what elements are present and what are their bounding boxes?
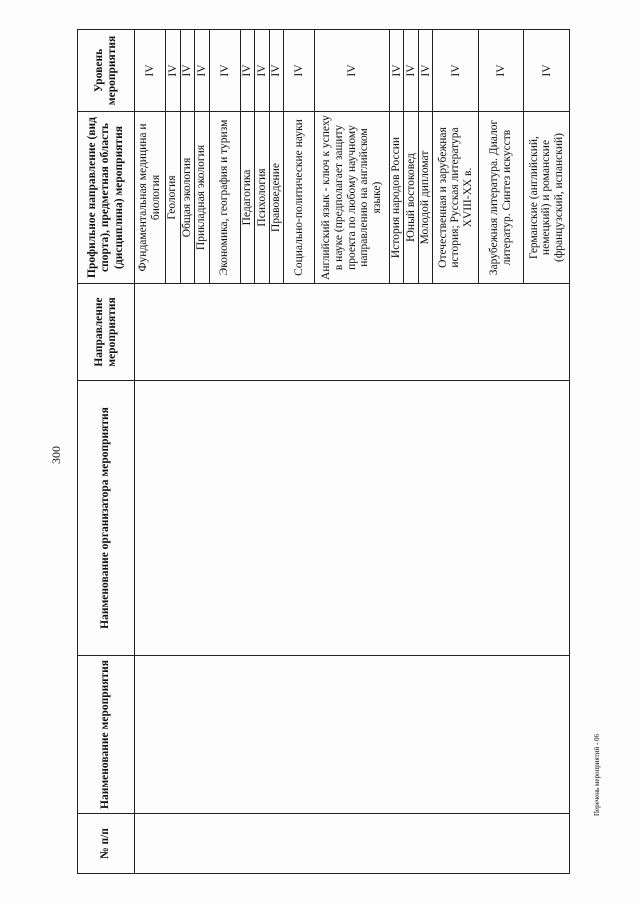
level-cell: IV (524, 30, 570, 112)
header-name: Наименование мероприятия (78, 656, 135, 814)
profile-cell: Экономика, география и туризм (209, 112, 240, 284)
direction-cell (135, 284, 570, 381)
rotated-table-container (77, 30, 570, 874)
table-header-row (78, 30, 135, 874)
profile-cell: Геология (166, 112, 181, 284)
profile-cell: Английский язык - ключ к успеху в науке (предполагает защиту проекта по любому научному направлению на английском языке) (315, 112, 390, 284)
page-number: 300 (49, 446, 63, 464)
num-cell (135, 814, 570, 874)
profile-cell: Фундаментальная медицина и биология (135, 112, 166, 284)
level-cell: IV (195, 30, 210, 112)
level-cell: IV (166, 30, 181, 112)
level-cell: IV (284, 30, 315, 112)
name-cell (135, 656, 570, 814)
profile-cell: Юный востоковед (404, 112, 419, 284)
header-profile: Профильное направление (вид спорта), предметная область (дисциплина) мероприятия (78, 112, 135, 284)
profile-cell: Германские (английский, немецкий) и романские (французский, испанский) (524, 112, 570, 284)
profile-cell: Правоведение (269, 112, 284, 284)
profile-cell: Психология (255, 112, 270, 284)
profile-cell: Отечественная и зарубежная история; Русская литература XVIII-XX в. (433, 112, 479, 284)
header-level: Уровень мероприятия (78, 30, 135, 112)
profile-cell: Прикладная экология (195, 112, 210, 284)
level-cell: IV (389, 30, 404, 112)
level-cell: IV (433, 30, 479, 112)
profile-cell: Общая экология (180, 112, 195, 284)
header-direction: Направление мероприятия (78, 284, 135, 381)
level-cell: IV (240, 30, 255, 112)
level-cell: IV (255, 30, 270, 112)
table-row (135, 30, 166, 874)
level-cell: IV (180, 30, 195, 112)
level-cell: IV (315, 30, 390, 112)
profile-cell: Социально-политические науки (284, 112, 315, 284)
level-cell: IV (404, 30, 419, 112)
events-table (77, 29, 570, 874)
profile-cell: Педагогика (240, 112, 255, 284)
profile-cell: История народов России (389, 112, 404, 284)
level-cell: IV (135, 30, 166, 112)
organizer-cell (135, 381, 570, 656)
profile-cell: Зарубежная литература. Диалог литератур. Синтез искусств (478, 112, 524, 284)
level-cell: IV (478, 30, 524, 112)
level-cell: IV (209, 30, 240, 112)
profile-cell: Молодой дипломат (418, 112, 433, 284)
level-cell: IV (418, 30, 433, 112)
header-organizer: Наименование организатора мероприятия (78, 381, 135, 656)
header-num: № п/п (78, 814, 135, 874)
level-cell: IV (269, 30, 284, 112)
footer-text: Перечень мероприятий - 06 (593, 733, 601, 816)
